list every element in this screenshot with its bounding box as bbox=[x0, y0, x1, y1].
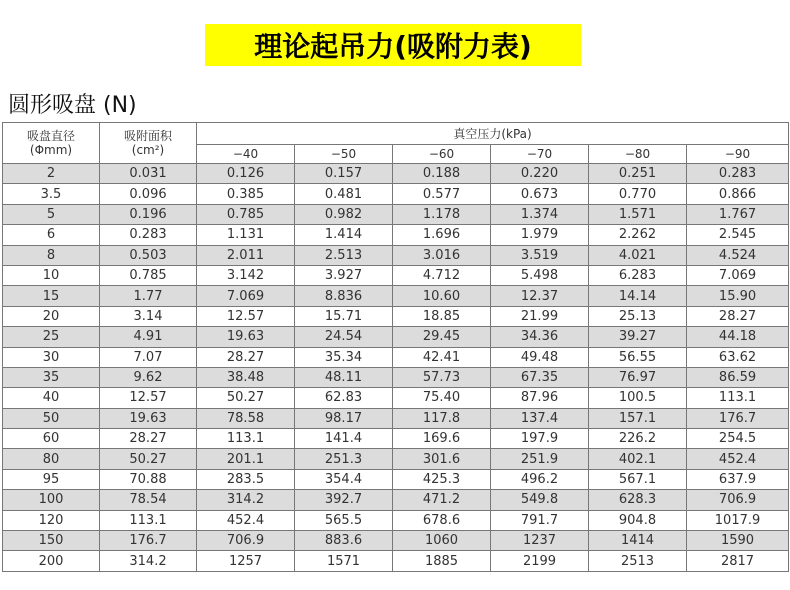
force-cell: 791.7 bbox=[491, 510, 589, 530]
table-row bbox=[3, 408, 789, 428]
force-cell: 567.1 bbox=[589, 469, 687, 489]
force-cell: 14.14 bbox=[589, 286, 687, 306]
diameter-cell: 80 bbox=[3, 449, 100, 469]
force-cell: 1.767 bbox=[687, 204, 789, 224]
force-cell: 113.1 bbox=[197, 429, 295, 449]
area-cell: 314.2 bbox=[100, 551, 197, 571]
force-cell: 5.498 bbox=[491, 265, 589, 285]
diameter-cell: 3.5 bbox=[3, 184, 100, 204]
force-cell: 169.6 bbox=[393, 429, 491, 449]
force-cell: 98.17 bbox=[295, 408, 393, 428]
force-cell: 2.262 bbox=[589, 225, 687, 245]
table-row bbox=[3, 429, 789, 449]
force-cell: 117.8 bbox=[393, 408, 491, 428]
force-cell: 10.60 bbox=[393, 286, 491, 306]
force-cell: 706.9 bbox=[197, 531, 295, 551]
force-cell: 0.385 bbox=[197, 184, 295, 204]
header-pressure-cell: −70 bbox=[491, 145, 589, 164]
table-row bbox=[3, 164, 789, 184]
force-cell: 549.8 bbox=[491, 490, 589, 510]
force-cell: 2.545 bbox=[687, 225, 789, 245]
table-subtitle: 圆形吸盘 (N) bbox=[8, 93, 137, 118]
diameter-cell: 150 bbox=[3, 531, 100, 551]
force-cell: 76.97 bbox=[589, 367, 687, 387]
force-cell: 0.126 bbox=[197, 164, 295, 184]
force-cell: 197.9 bbox=[491, 429, 589, 449]
table-row bbox=[3, 184, 789, 204]
diameter-cell: 100 bbox=[3, 490, 100, 510]
force-cell: 706.9 bbox=[687, 490, 789, 510]
force-cell: 1571 bbox=[295, 551, 393, 571]
force-cell: 15.90 bbox=[687, 286, 789, 306]
diameter-cell: 20 bbox=[3, 306, 100, 326]
force-cell: 3.142 bbox=[197, 265, 295, 285]
force-cell: 28.27 bbox=[197, 347, 295, 367]
area-cell: 3.14 bbox=[100, 306, 197, 326]
header-diameter bbox=[3, 123, 100, 164]
table-row bbox=[3, 531, 789, 551]
header-pressure-cell: −40 bbox=[197, 145, 295, 164]
force-cell: 0.481 bbox=[295, 184, 393, 204]
force-cell: 141.4 bbox=[295, 429, 393, 449]
force-cell: 35.34 bbox=[295, 347, 393, 367]
force-cell: 86.59 bbox=[687, 367, 789, 387]
force-cell: 75.40 bbox=[393, 388, 491, 408]
force-cell: 2199 bbox=[491, 551, 589, 571]
force-cell: 1017.9 bbox=[687, 510, 789, 530]
force-cell: 1237 bbox=[491, 531, 589, 551]
force-cell: 44.18 bbox=[687, 327, 789, 347]
area-cell: 0.096 bbox=[100, 184, 197, 204]
area-cell: 28.27 bbox=[100, 429, 197, 449]
header-pressure-cell: −90 bbox=[687, 145, 789, 164]
area-cell: 176.7 bbox=[100, 531, 197, 551]
area-cell: 0.196 bbox=[100, 204, 197, 224]
force-cell: 176.7 bbox=[687, 408, 789, 428]
table-row bbox=[3, 347, 789, 367]
area-cell: 0.031 bbox=[100, 164, 197, 184]
page-title: 理论起吊力(吸附力表) bbox=[205, 24, 581, 66]
force-cell: 354.4 bbox=[295, 469, 393, 489]
force-cell: 1.571 bbox=[589, 204, 687, 224]
force-cell: 7.069 bbox=[197, 286, 295, 306]
force-cell: 157.1 bbox=[589, 408, 687, 428]
force-cell: 18.85 bbox=[393, 306, 491, 326]
force-cell: 4.021 bbox=[589, 245, 687, 265]
force-cell: 0.157 bbox=[295, 164, 393, 184]
force-cell: 1060 bbox=[393, 531, 491, 551]
force-cell: 6.283 bbox=[589, 265, 687, 285]
table-row bbox=[3, 204, 789, 224]
force-cell: 0.188 bbox=[393, 164, 491, 184]
force-cell: 314.2 bbox=[197, 490, 295, 510]
area-cell: 70.88 bbox=[100, 469, 197, 489]
force-cell: 42.41 bbox=[393, 347, 491, 367]
force-cell: 3.519 bbox=[491, 245, 589, 265]
force-cell: 452.4 bbox=[197, 510, 295, 530]
header-pressure-cell: −50 bbox=[295, 145, 393, 164]
force-cell: 48.11 bbox=[295, 367, 393, 387]
table-row bbox=[3, 306, 789, 326]
force-cell: 1.374 bbox=[491, 204, 589, 224]
table-row bbox=[3, 510, 789, 530]
area-cell: 9.62 bbox=[100, 367, 197, 387]
area-cell: 12.57 bbox=[100, 388, 197, 408]
diameter-cell: 50 bbox=[3, 408, 100, 428]
force-cell: 62.83 bbox=[295, 388, 393, 408]
force-cell: 24.54 bbox=[295, 327, 393, 347]
force-cell: 283.5 bbox=[197, 469, 295, 489]
force-cell: 38.48 bbox=[197, 367, 295, 387]
force-cell: 28.27 bbox=[687, 306, 789, 326]
force-cell: 1257 bbox=[197, 551, 295, 571]
area-cell: 50.27 bbox=[100, 449, 197, 469]
force-cell: 2.011 bbox=[197, 245, 295, 265]
force-cell: 1414 bbox=[589, 531, 687, 551]
force-cell: 137.4 bbox=[491, 408, 589, 428]
force-cell: 425.3 bbox=[393, 469, 491, 489]
force-cell: 1.178 bbox=[393, 204, 491, 224]
force-cell: 883.6 bbox=[295, 531, 393, 551]
force-cell: 4.712 bbox=[393, 265, 491, 285]
force-cell: 1.131 bbox=[197, 225, 295, 245]
table-row bbox=[3, 490, 789, 510]
force-cell: 904.8 bbox=[589, 510, 687, 530]
force-cell: 1885 bbox=[393, 551, 491, 571]
force-cell: 100.5 bbox=[589, 388, 687, 408]
force-cell: 34.36 bbox=[491, 327, 589, 347]
force-cell: 2817 bbox=[687, 551, 789, 571]
force-cell: 0.866 bbox=[687, 184, 789, 204]
force-cell: 1.696 bbox=[393, 225, 491, 245]
force-cell: 3.016 bbox=[393, 245, 491, 265]
header-diameter-unit: (Φmm) bbox=[29, 143, 73, 157]
table-row bbox=[3, 551, 789, 571]
force-cell: 8.836 bbox=[295, 286, 393, 306]
diameter-cell: 35 bbox=[3, 367, 100, 387]
force-cell: 0.577 bbox=[393, 184, 491, 204]
diameter-cell: 6 bbox=[3, 225, 100, 245]
force-cell: 56.55 bbox=[589, 347, 687, 367]
diameter-cell: 60 bbox=[3, 429, 100, 449]
force-cell: 87.96 bbox=[491, 388, 589, 408]
table-row bbox=[3, 225, 789, 245]
force-cell: 7.069 bbox=[687, 265, 789, 285]
force-cell: 0.785 bbox=[197, 204, 295, 224]
force-cell: 254.5 bbox=[687, 429, 789, 449]
area-cell: 0.785 bbox=[100, 265, 197, 285]
force-cell: 0.251 bbox=[589, 164, 687, 184]
force-cell: 471.2 bbox=[393, 490, 491, 510]
area-cell: 0.283 bbox=[100, 225, 197, 245]
header-pressure-cell: −60 bbox=[393, 145, 491, 164]
table-row bbox=[3, 286, 789, 306]
table-row bbox=[3, 388, 789, 408]
force-cell: 392.7 bbox=[295, 490, 393, 510]
force-cell: 50.27 bbox=[197, 388, 295, 408]
diameter-cell: 120 bbox=[3, 510, 100, 530]
area-cell: 78.54 bbox=[100, 490, 197, 510]
force-cell: 637.9 bbox=[687, 469, 789, 489]
force-cell: 57.73 bbox=[393, 367, 491, 387]
diameter-cell: 40 bbox=[3, 388, 100, 408]
force-cell: 15.71 bbox=[295, 306, 393, 326]
force-cell: 496.2 bbox=[491, 469, 589, 489]
diameter-cell: 30 bbox=[3, 347, 100, 367]
diameter-cell: 25 bbox=[3, 327, 100, 347]
force-cell: 63.62 bbox=[687, 347, 789, 367]
force-cell: 0.283 bbox=[687, 164, 789, 184]
force-cell: 0.982 bbox=[295, 204, 393, 224]
force-cell: 39.27 bbox=[589, 327, 687, 347]
force-cell: 29.45 bbox=[393, 327, 491, 347]
force-cell: 452.4 bbox=[687, 449, 789, 469]
force-cell: 251.9 bbox=[491, 449, 589, 469]
header-area-unit: (cm²) bbox=[131, 143, 165, 157]
force-cell: 3.927 bbox=[295, 265, 393, 285]
force-cell: 251.3 bbox=[295, 449, 393, 469]
area-cell: 113.1 bbox=[100, 510, 197, 530]
force-cell: 12.37 bbox=[491, 286, 589, 306]
diameter-cell: 8 bbox=[3, 245, 100, 265]
header-area-label: 吸附面积 bbox=[123, 129, 172, 143]
force-cell: 4.524 bbox=[687, 245, 789, 265]
force-cell: 2.513 bbox=[295, 245, 393, 265]
diameter-cell: 2 bbox=[3, 164, 100, 184]
table-row bbox=[3, 449, 789, 469]
force-cell: 25.13 bbox=[589, 306, 687, 326]
force-cell: 2513 bbox=[589, 551, 687, 571]
table-row bbox=[3, 265, 789, 285]
force-cell: 21.99 bbox=[491, 306, 589, 326]
force-cell: 1.979 bbox=[491, 225, 589, 245]
force-cell: 19.63 bbox=[197, 327, 295, 347]
force-cell: 226.2 bbox=[589, 429, 687, 449]
area-cell: 7.07 bbox=[100, 347, 197, 367]
table-row bbox=[3, 469, 789, 489]
force-cell: 113.1 bbox=[687, 388, 789, 408]
header-area bbox=[100, 123, 197, 164]
force-cell: 78.58 bbox=[197, 408, 295, 428]
diameter-cell: 10 bbox=[3, 265, 100, 285]
force-cell: 565.5 bbox=[295, 510, 393, 530]
table-row bbox=[3, 327, 789, 347]
force-cell: 0.673 bbox=[491, 184, 589, 204]
area-cell: 4.91 bbox=[100, 327, 197, 347]
diameter-cell: 15 bbox=[3, 286, 100, 306]
header-diameter-label: 吸盘直径 bbox=[26, 129, 75, 143]
force-cell: 12.57 bbox=[197, 306, 295, 326]
diameter-cell: 200 bbox=[3, 551, 100, 571]
force-cell: 301.6 bbox=[393, 449, 491, 469]
force-cell: 49.48 bbox=[491, 347, 589, 367]
area-cell: 1.77 bbox=[100, 286, 197, 306]
force-cell: 678.6 bbox=[393, 510, 491, 530]
table-row bbox=[3, 245, 789, 265]
header-vacuum-pressure: 真空压力(kPa) bbox=[197, 123, 789, 145]
force-cell: 0.220 bbox=[491, 164, 589, 184]
area-cell: 0.503 bbox=[100, 245, 197, 265]
table-row bbox=[3, 367, 789, 387]
force-cell: 0.770 bbox=[589, 184, 687, 204]
force-cell: 67.35 bbox=[491, 367, 589, 387]
area-cell: 19.63 bbox=[100, 408, 197, 428]
force-cell: 1.414 bbox=[295, 225, 393, 245]
suction-force-table bbox=[2, 122, 789, 572]
force-cell: 402.1 bbox=[589, 449, 687, 469]
header-pressure-cell: −80 bbox=[589, 145, 687, 164]
diameter-cell: 95 bbox=[3, 469, 100, 489]
diameter-cell: 5 bbox=[3, 204, 100, 224]
force-cell: 628.3 bbox=[589, 490, 687, 510]
force-cell: 201.1 bbox=[197, 449, 295, 469]
force-cell: 1590 bbox=[687, 531, 789, 551]
